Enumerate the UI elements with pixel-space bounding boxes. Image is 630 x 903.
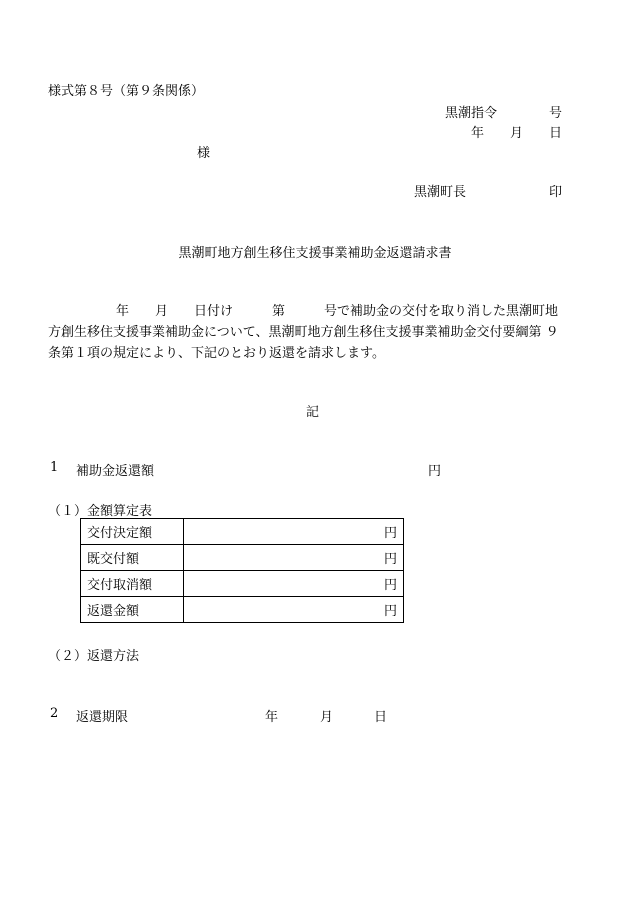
- body-line-2: 方創生移住支援事業補助金について、黒潮町地方創生移住支援事業補助金交付要綱第 ９: [48, 325, 559, 340]
- item2-number: 2: [50, 706, 59, 721]
- form-number: 様式第８号（第９条関係）: [48, 84, 205, 99]
- row-label: 既交付額: [81, 545, 184, 571]
- item2-month: 月: [320, 710, 334, 725]
- seal-mark: 印: [549, 185, 563, 200]
- row-unit: 円: [184, 545, 404, 571]
- addressee-honorific: 様: [197, 146, 211, 161]
- issue-date: 年 月 日: [470, 126, 562, 141]
- table-row: [81, 519, 404, 545]
- amount-calculation-table: [80, 518, 404, 623]
- issuer-name: 黒潮町長: [414, 185, 467, 200]
- item1-unit: 円: [428, 464, 442, 479]
- sub1-heading: （１）金額算定表: [48, 504, 153, 519]
- body-line-1: 年 月 日付け 第 号で補助金の交付を取り消した黒潮町地: [116, 304, 559, 319]
- row-label: 交付取消額: [81, 571, 184, 597]
- row-unit: 円: [184, 571, 404, 597]
- item1-label: 補助金返還額: [76, 464, 155, 479]
- document-title: 黒潮町地方創生移住支援事業補助金返還請求書: [178, 246, 452, 261]
- item2-label: 返還期限: [76, 710, 129, 725]
- body-line-3: 条第１項の規定により、下記のとおり返還を請求します。: [48, 346, 385, 361]
- table-row: [81, 571, 404, 597]
- row-unit: 円: [184, 519, 404, 545]
- row-label: 返還金額: [81, 597, 184, 623]
- ki-marker: 記: [306, 405, 320, 420]
- item2-year: 年: [265, 710, 279, 725]
- directive-number: 黒潮指令 号: [444, 106, 562, 121]
- item1-number: 1: [50, 460, 59, 475]
- item2-day: 日: [374, 710, 388, 725]
- row-unit: 円: [184, 597, 404, 623]
- row-label: 交付決定額: [81, 519, 184, 545]
- table-row: [81, 597, 404, 623]
- table-row: [81, 545, 404, 571]
- sub2-heading: （２）返還方法: [48, 649, 140, 664]
